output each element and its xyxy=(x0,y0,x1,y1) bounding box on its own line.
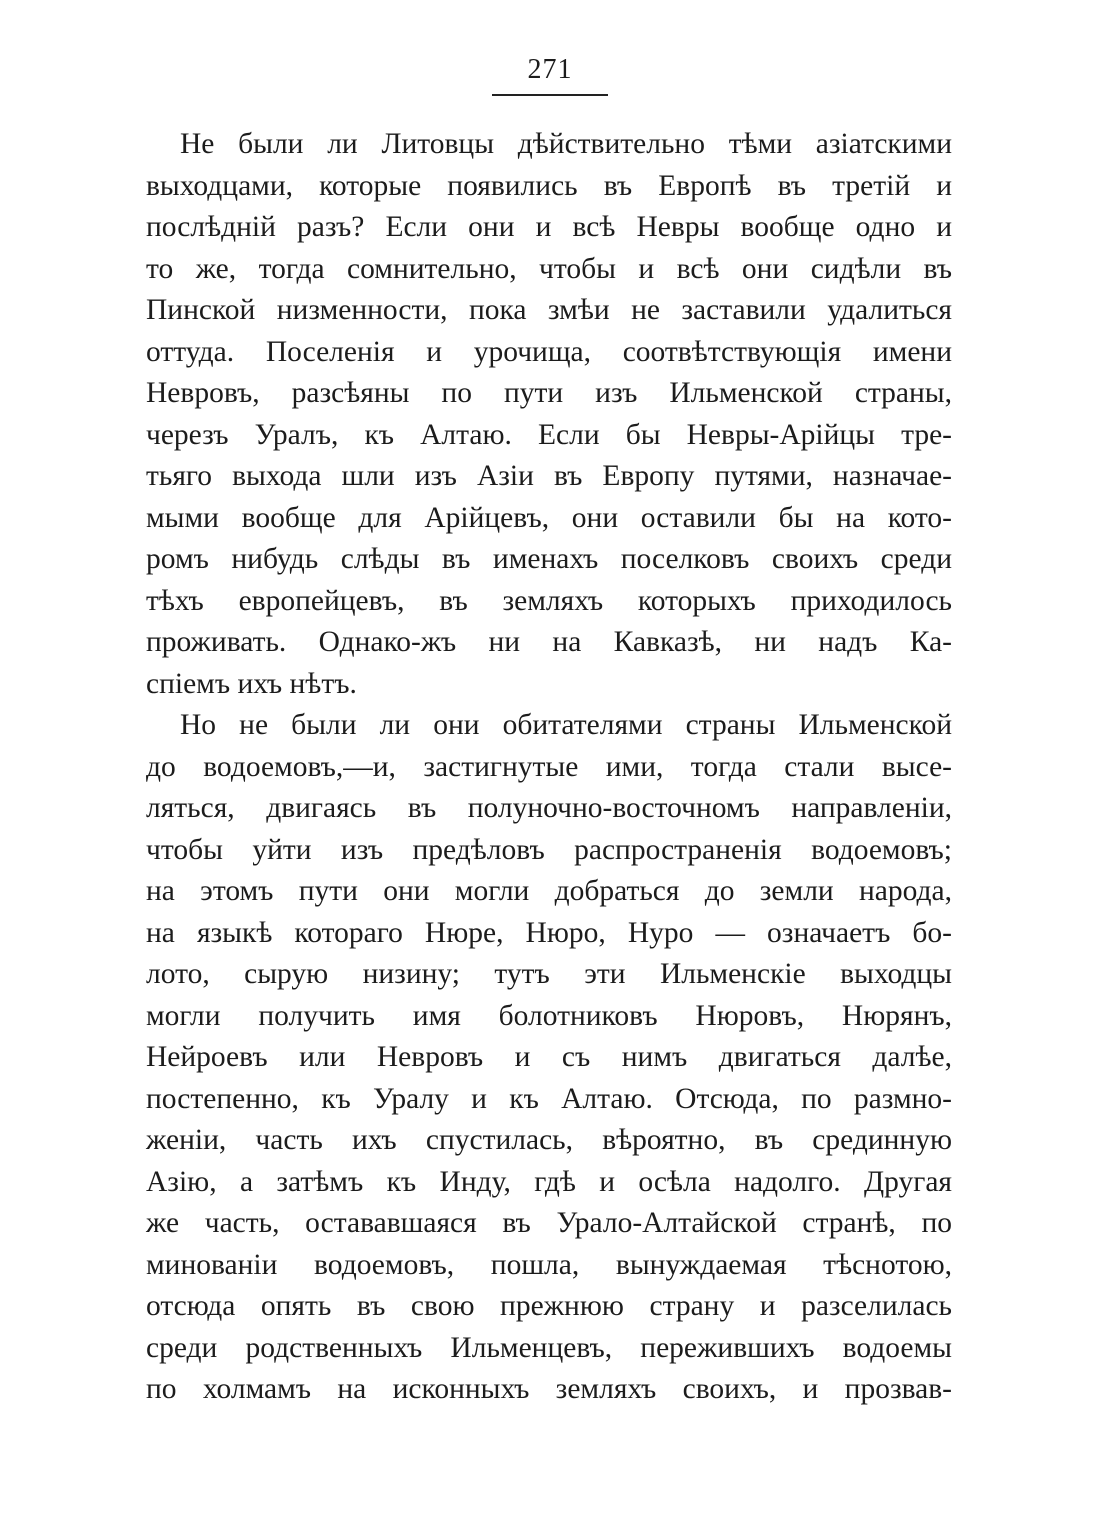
text-line: отсюда опять въ свою прежнюю страну и разселилась xyxy=(146,1290,952,1322)
paragraph-2 xyxy=(146,705,952,1411)
text-line: на этомъ пути они могли добраться до земли народа, xyxy=(146,875,952,907)
text-line: Пинской низменности, пока змѣи не заставили удалиться xyxy=(146,294,952,326)
text-line: оттуда. Поселенія и урочища, соотвѣтствующія имени xyxy=(146,335,952,368)
text-line: выходцами, которые появились въ Европѣ въ третій и xyxy=(146,169,952,202)
text-line: могли получить имя болотниковъ Нюровъ, Нюрянъ, xyxy=(146,999,952,1032)
text-line: тьяго выхода шли изъ Азіи въ Европу путями, назначае- xyxy=(146,460,952,492)
text-line: женіи, часть ихъ спустилась, вѣроятно, въ срединную xyxy=(146,1124,952,1156)
text-line: на языкѣ котораго Нюре, Нюро, Нуро — означаетъ бо- xyxy=(146,916,952,949)
text-line: постепенно, къ Уралу и къ Алтаю. Отсюда, по размно- xyxy=(146,1082,952,1115)
text-line: послѣдній разъ? Если они и всѣ Невры вообще одно и xyxy=(146,211,952,243)
text-line: ромъ нибудь слѣды въ именахъ поселковъ своихъ среди xyxy=(146,543,952,575)
page-number: 271 xyxy=(527,54,573,85)
text-line: спіемъ ихъ нѣтъ. xyxy=(146,667,357,700)
body-text xyxy=(146,124,952,1411)
text-line: Не были ли Литовцы дѣйствительно тѣми азіатскими xyxy=(180,128,952,160)
page-number-rule xyxy=(492,94,608,96)
text-line: Нейроевъ или Невровъ и съ нимъ двигаться далѣе, xyxy=(146,1041,952,1073)
text-line: Азію, а затѣмъ къ Инду, гдѣ и осѣла надолго. Другая xyxy=(146,1165,952,1198)
text-line: тѣхъ европейцевъ, въ земляхъ которыхъ приходилось xyxy=(146,584,952,617)
text-line: до водоемовъ,—и, застигнутые ими, тогда стали высе- xyxy=(146,750,952,783)
text-line: Невровъ, разсѣяны по пути изъ Ильменской страны, xyxy=(146,377,952,409)
text-line: Но не были ли они обитателями страны Ильменской xyxy=(180,709,952,741)
text-line: чтобы уйти изъ предѣловъ распространенія водоемовъ; xyxy=(146,833,952,866)
paragraph-1 xyxy=(146,124,952,705)
text-line: по холмамъ на исконныхъ земляхъ своихъ, и прозвав- xyxy=(146,1373,952,1405)
text-line: то же, тогда сомнительно, чтобы и всѣ они сидѣли въ xyxy=(146,252,952,285)
text-line: же часть, остававшаяся въ Урало-Алтайской странѣ, по xyxy=(146,1207,952,1239)
text-line: черезъ Уралъ, къ Алтаю. Если бы Невры-Арійцы тре- xyxy=(146,418,952,451)
text-line: лото, сырую низину; тутъ эти Ильменскіе выходцы xyxy=(146,958,952,990)
text-line: ляться, двигаясь въ полуночно-восточномъ направленіи, xyxy=(146,792,952,824)
text-line: проживать. Однако-жъ ни на Кавказѣ, ни надъ Ка- xyxy=(146,626,952,658)
text-line: среди родственныхъ Ильменцевъ, пережившихъ водоемы xyxy=(146,1331,952,1364)
text-line: минованіи водоемовъ, пошла, вынуждаемая тѣснотою, xyxy=(146,1248,952,1281)
text-line: мыми вообще для Арійцевъ, они оставили бы на кото- xyxy=(146,501,952,534)
